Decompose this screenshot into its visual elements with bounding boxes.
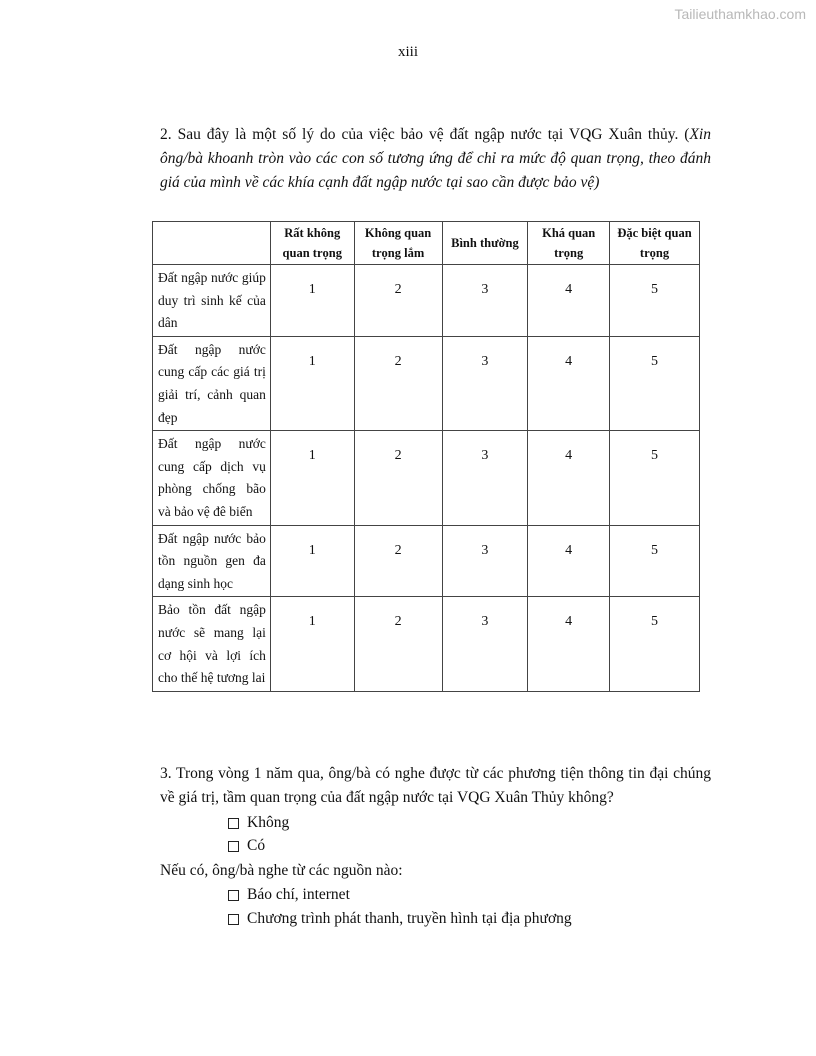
rating-option-5[interactable]: 5 <box>610 431 700 525</box>
rating-option-3[interactable]: 3 <box>442 265 528 337</box>
table-row <box>153 597 700 691</box>
source-press-internet-label: Báo chí, internet <box>247 886 350 903</box>
rating-option-3[interactable]: 3 <box>442 597 528 691</box>
header-fairly-important: Khá quan trọng <box>528 222 610 265</box>
header-neutral: Bình thường <box>442 222 528 265</box>
rating-option-4[interactable]: 4 <box>528 597 610 691</box>
header-very-important: Đặc biệt quan trọng <box>610 222 700 265</box>
option-no-label: Không <box>247 814 290 831</box>
reason-biodiversity: Đất ngập nước bảo tồn nguồn gen đa dạng sinh học <box>153 525 271 597</box>
question-2-note: Xin ông/bà khoanh tròn vào các con số tương ứng để chỉ ra mức độ quan trọng, theo đánh giá của mình về các khía cạnh đất ngập nước tại sao cần được bảo vệ) <box>160 126 711 191</box>
header-very-unimportant: Rất không quan trọng <box>270 222 354 265</box>
rating-option-4[interactable]: 4 <box>528 525 610 597</box>
question-2 <box>160 123 711 195</box>
source-press-internet[interactable] <box>228 884 350 906</box>
followup-question: Nếu có, ông/bà nghe từ các nguồn nào: <box>160 862 403 879</box>
rating-option-5[interactable]: 5 <box>610 597 700 691</box>
page-number: xiii <box>397 44 418 60</box>
option-no[interactable] <box>228 812 289 834</box>
source-local-broadcast-label: Chương trình phát thanh, truyền hình tại địa phương <box>247 910 572 927</box>
rating-option-4[interactable]: 4 <box>528 431 610 525</box>
source-local-broadcast[interactable] <box>228 908 572 930</box>
rating-option-5[interactable]: 5 <box>610 336 700 430</box>
header-reason <box>153 222 271 265</box>
rating-option-2[interactable]: 2 <box>354 597 442 691</box>
table-row <box>153 525 700 597</box>
header-not-very-important: Không quan trọng lắm <box>354 222 442 265</box>
rating-option-4[interactable]: 4 <box>528 265 610 337</box>
rating-option-1[interactable]: 1 <box>270 336 354 430</box>
rating-option-1[interactable]: 1 <box>270 431 354 525</box>
rating-option-1[interactable]: 1 <box>270 597 354 691</box>
checkbox-icon[interactable] <box>228 818 239 829</box>
checkbox-icon[interactable] <box>228 914 239 925</box>
importance-rating-table <box>152 221 700 692</box>
rating-option-1[interactable]: 1 <box>270 525 354 597</box>
reason-livelihood: Đất ngập nước giúp duy trì sinh kế của dân <box>153 265 271 337</box>
checkbox-icon[interactable] <box>228 890 239 901</box>
rating-option-2[interactable]: 2 <box>354 265 442 337</box>
question-3: 3. Trong vòng 1 năm qua, ông/bà có nghe được từ các phương tiện thông tin đại chúng về giá trị, tầm quan trọng của đất ngập nước tại VQG Xuân Thủy không? <box>160 765 711 806</box>
rating-option-4[interactable]: 4 <box>528 336 610 430</box>
rating-option-2[interactable]: 2 <box>354 431 442 525</box>
rating-option-2[interactable]: 2 <box>354 525 442 597</box>
reason-storm-protection: Đất ngập nước cung cấp dịch vụ phòng chống bão và bảo vệ đê biển <box>153 431 271 525</box>
option-yes-label: Có <box>247 837 266 854</box>
table-row <box>153 265 700 337</box>
table-row <box>153 336 700 430</box>
option-yes[interactable] <box>228 835 265 857</box>
rating-option-1[interactable]: 1 <box>270 265 354 337</box>
reason-recreation: Đất ngập nước cung cấp các giá trị giải trí, cảnh quan đẹp <box>153 336 271 430</box>
checkbox-icon[interactable] <box>228 841 239 852</box>
rating-option-2[interactable]: 2 <box>354 336 442 430</box>
question-2-text: 2. Sau đây là một số lý do của việc bảo vệ đất ngập nước tại VQG Xuân thủy. ( <box>160 126 690 143</box>
rating-option-5[interactable]: 5 <box>610 525 700 597</box>
table-row <box>153 431 700 525</box>
rating-option-3[interactable]: 3 <box>442 336 528 430</box>
rating-option-3[interactable]: 3 <box>442 525 528 597</box>
rating-option-3[interactable]: 3 <box>442 431 528 525</box>
watermark: Tailieuthamkhao.com <box>674 6 806 22</box>
rating-option-5[interactable]: 5 <box>610 265 700 337</box>
table-header-row <box>153 222 700 265</box>
reason-future-generations: Bảo tồn đất ngập nước sẽ mang lại cơ hội và lợi ích cho thế hệ tương lai <box>153 597 271 691</box>
